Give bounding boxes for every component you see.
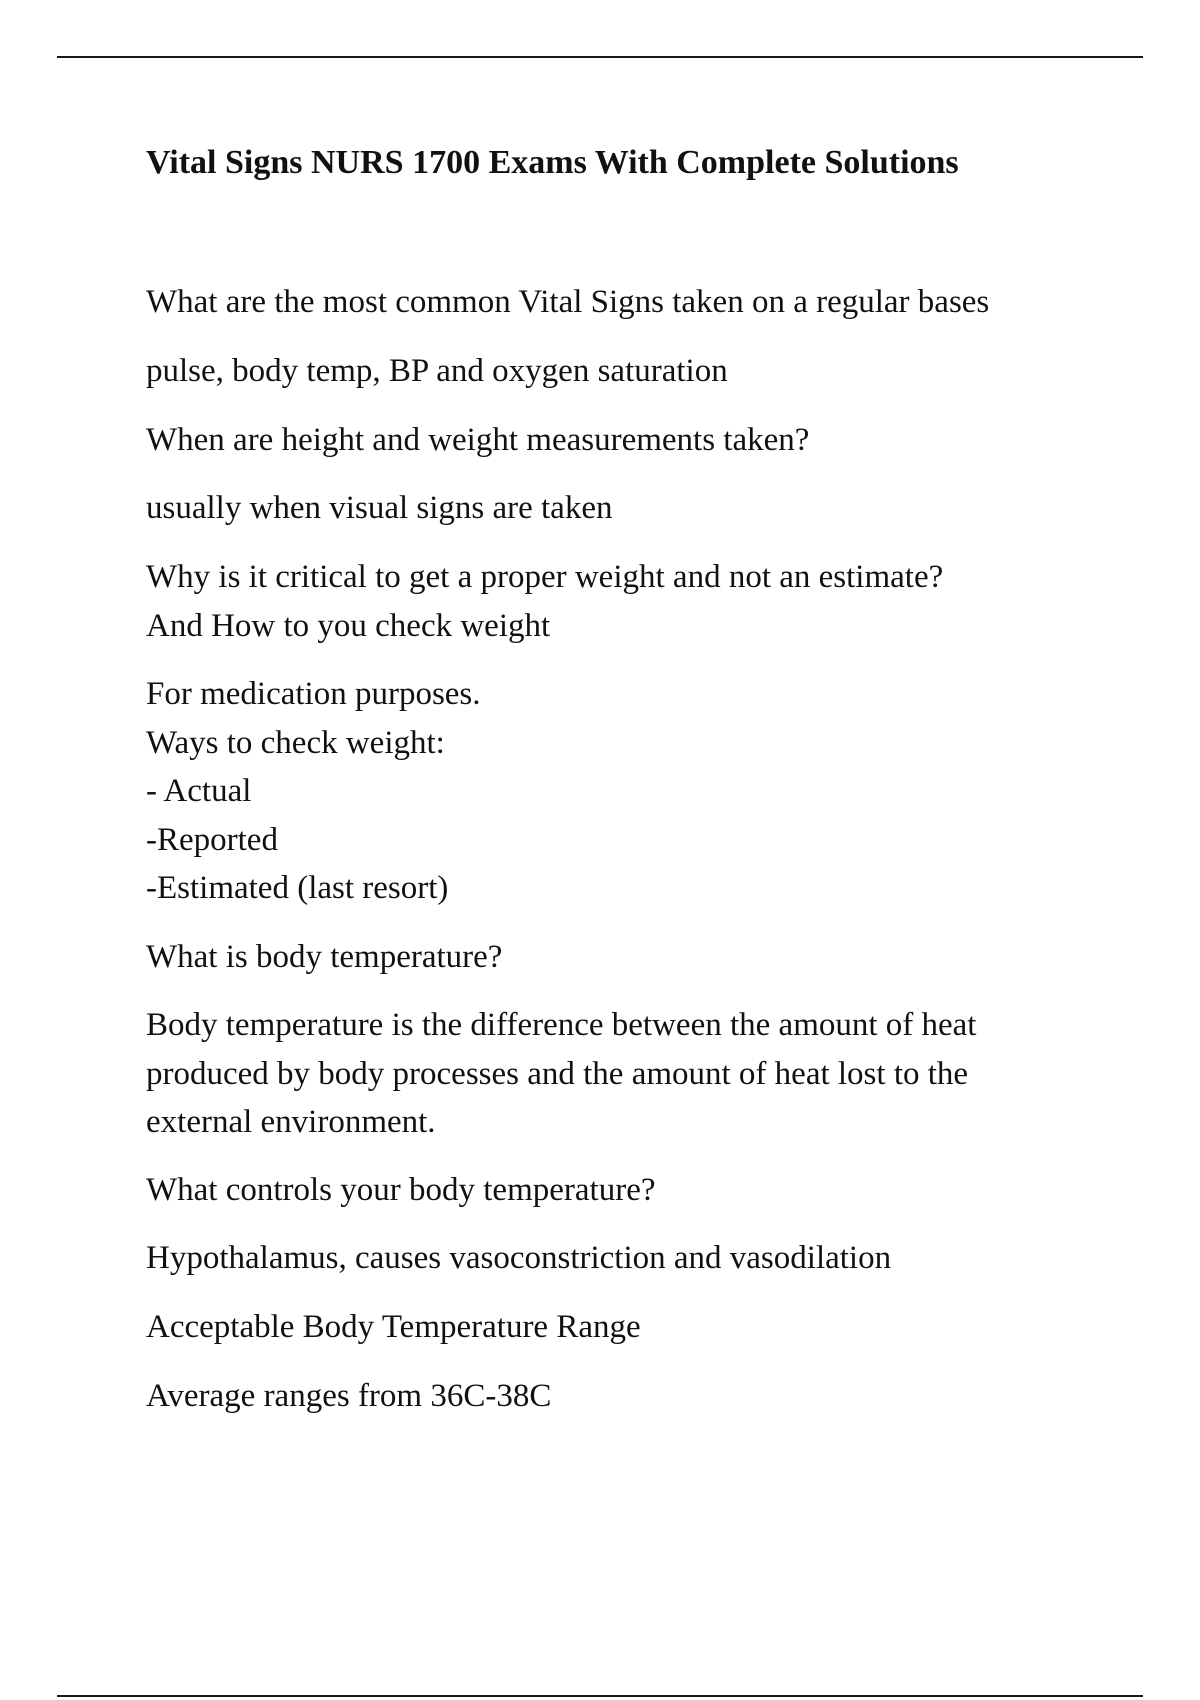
answer-paragraph — [146, 347, 728, 396]
text-line: Body temperature is the difference between the amount of heat — [146, 1007, 977, 1043]
text-line: Hypothalamus, causes vasoconstriction and vasodilation — [146, 1240, 892, 1276]
bottom-rule — [57, 1695, 1143, 1697]
text-line: -Reported — [146, 821, 278, 858]
answer-paragraph — [146, 670, 481, 913]
text-line: Average ranges from 36C-38C — [146, 1378, 552, 1414]
answer-paragraph — [146, 1001, 976, 1147]
text-line: -Estimated (last resort) — [146, 870, 449, 906]
question-paragraph — [146, 278, 989, 327]
text-line: pulse, body temp, BP and oxygen saturation — [146, 353, 728, 389]
question-paragraph — [146, 933, 502, 982]
text-line: produced by body processes and the amount of heat lost to the — [146, 1055, 969, 1092]
text-line: Why is it critical to get a proper weight and not an estimate? — [146, 559, 944, 595]
question-paragraph — [146, 416, 809, 465]
question-paragraph — [146, 1303, 641, 1352]
text-line: What is body temperature? — [146, 939, 503, 975]
text-line: - Actual — [146, 773, 252, 809]
question-paragraph — [146, 1166, 656, 1215]
text-line: Ways to check weight: — [146, 724, 445, 761]
text-line: What controls your body temperature? — [146, 1172, 656, 1208]
top-rule — [57, 56, 1143, 58]
text-line: And How to you check weight — [146, 607, 551, 644]
text-line: What are the most common Vital Signs taken on a regular bases — [146, 284, 990, 320]
text-line: When are height and weight measurements taken? — [146, 422, 810, 458]
text-line: For medication purposes. — [146, 676, 481, 712]
answer-paragraph — [146, 1234, 891, 1283]
text-line: external environment. — [146, 1104, 436, 1140]
answer-paragraph — [146, 484, 612, 533]
text-line: Acceptable Body Temperature Range — [146, 1309, 641, 1345]
answer-paragraph — [146, 1372, 551, 1421]
question-paragraph — [146, 553, 943, 650]
document-title: Vital Signs NURS 1700 Exams With Complete Solutions — [146, 144, 959, 181]
text-line: usually when visual signs are taken — [146, 490, 613, 526]
